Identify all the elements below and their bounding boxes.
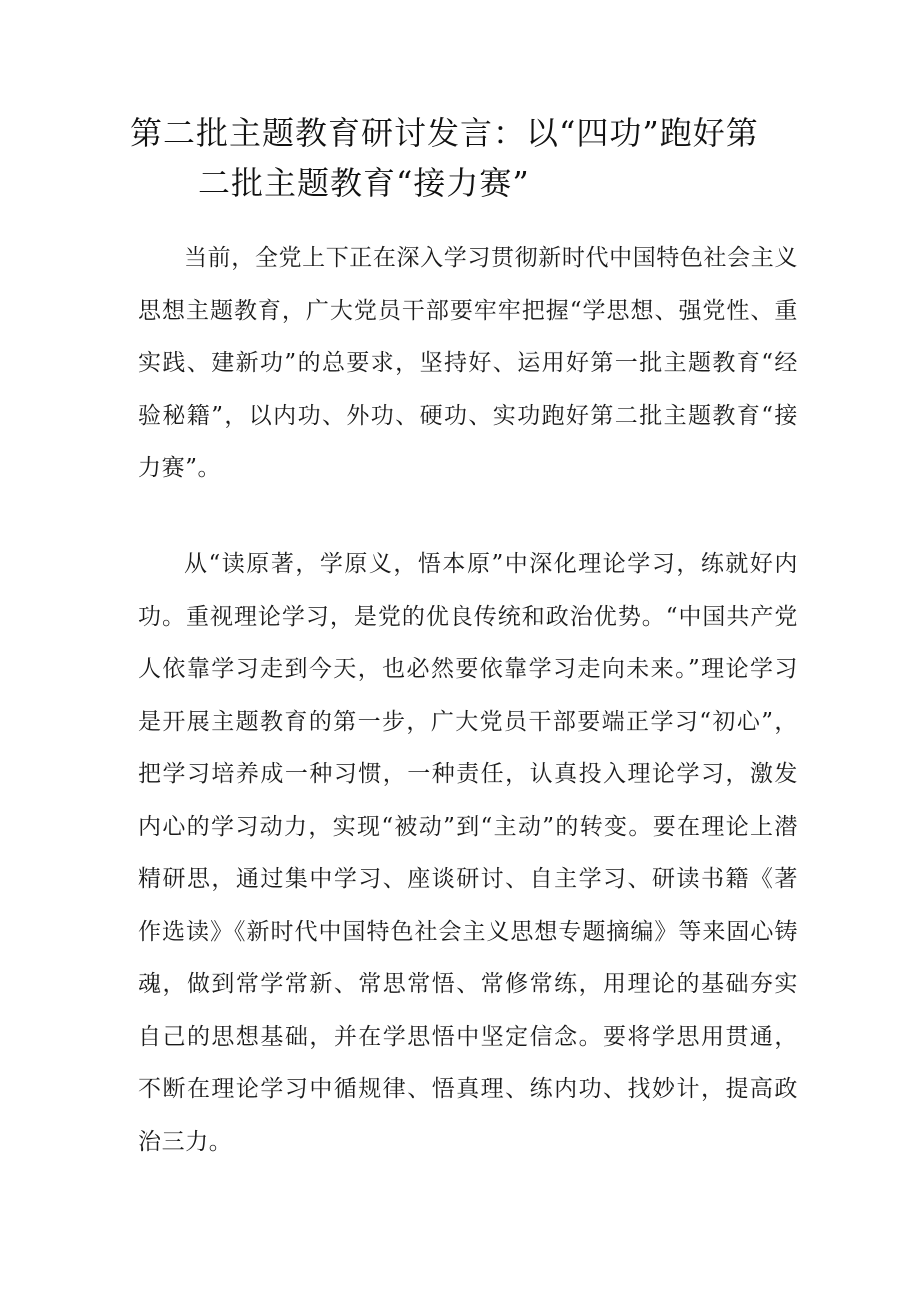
title-line-1: 第二批主题教育研讨发言：以“四功”跑好第 [130,114,759,152]
paragraph-intro: 当前，全党上下正在深入学习贯彻新时代中国特色社会主义思想主题教育，广大党员干部要牢牢把握“学思想、强党性、重实践、建新功”的总要求，坚持好、运用好第一批主题教育“经验秘籍”，以内功、外功、硬功、实功跑好第二批主题教育“接力赛”。 [138,245,798,481]
title-line-2: 二批主题教育“接力赛” [198,164,530,202]
document-title [130,108,810,208]
paragraph-theory-study: 从“读原著，学原义，悟本原”中深化理论学习，练就好内功。重视理论学习，是党的优良传统和政治优势。“中国共产党人依靠学习走到今天，也必然要依靠学习走向未来。”理论学习是开展主题教育的第一步，广大党员干部要端正学习“初心”，把学习培养成一种习惯，一种责任，认真投入理论学习，激发内心的学习动力，实现“被动”到“主动”的转变。要在理论上潜精研思，通过集中学习、座谈研讨、自主学习、研读书籍《著作选读》《新时代中国特色社会主义思想专题摘编》等来固心铸魂，做到常学常新、常思常悟、常修常练，用理论的基础夯实自己的思想基础，并在学思悟中坚定信念。要将学思用贯通，不断在理论学习中循规律、悟真理、练内功、找妙计，提高政治三力。 [138,551,798,1155]
